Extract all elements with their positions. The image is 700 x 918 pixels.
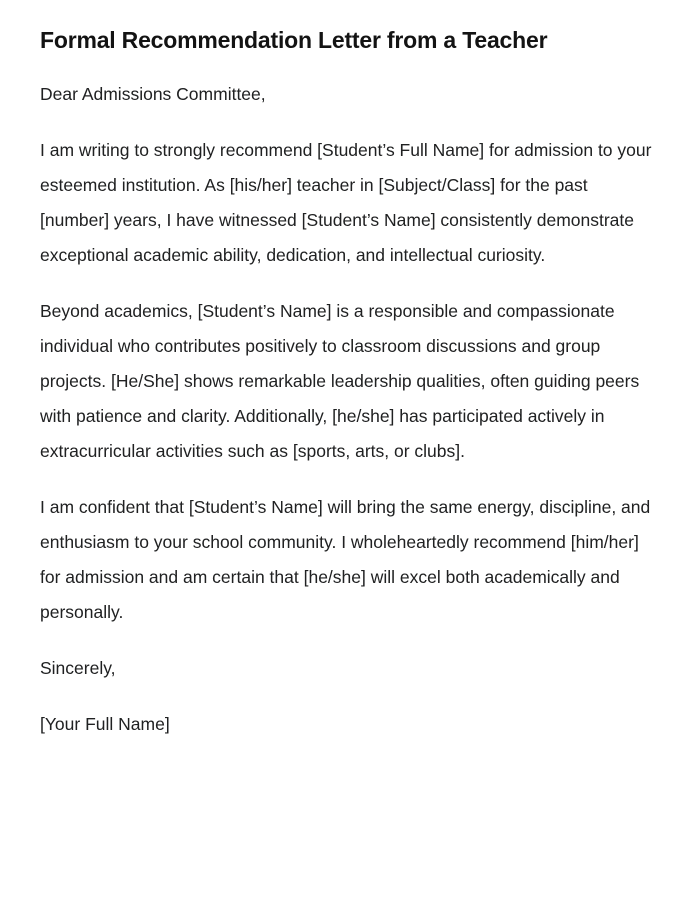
signature-placeholder: [Your Full Name]: [40, 714, 170, 734]
closing: Sincerely,: [40, 658, 116, 678]
body-paragraph-3: I am confident that [Student’s Name] will bring the same energy, discipline, and enthusiasm to your school community. I wholeheartedly recommend [him/her] for admission and am certain that [he/she] will excel both academically and personally.: [40, 497, 651, 622]
letter-title: Formal Recommendation Letter from a Teacher: [40, 27, 548, 53]
letter-document: [40, 26, 660, 742]
body-paragraph-2: Beyond academics, [Student’s Name] is a responsible and compassionate individual who contributes positively to classroom discussions and group projects. [He/She] shows remarkable leadership qualities, often guiding peers with patience and clarity. Additionally, [he/she] has participated actively in extracurricular activities such as [sports, arts, or clubs].: [40, 301, 640, 461]
salutation: Dear Admissions Committee,: [40, 84, 266, 104]
body-paragraph-1: I am writing to strongly recommend [Student’s Full Name] for admission to your esteemed institution. As [his/her] teacher in [Subject/Class] for the past [number] years, I have witnessed [Student’s Name] consistently demonstrate exceptional academic ability, dedication, and intellectual curiosity.: [40, 140, 652, 265]
